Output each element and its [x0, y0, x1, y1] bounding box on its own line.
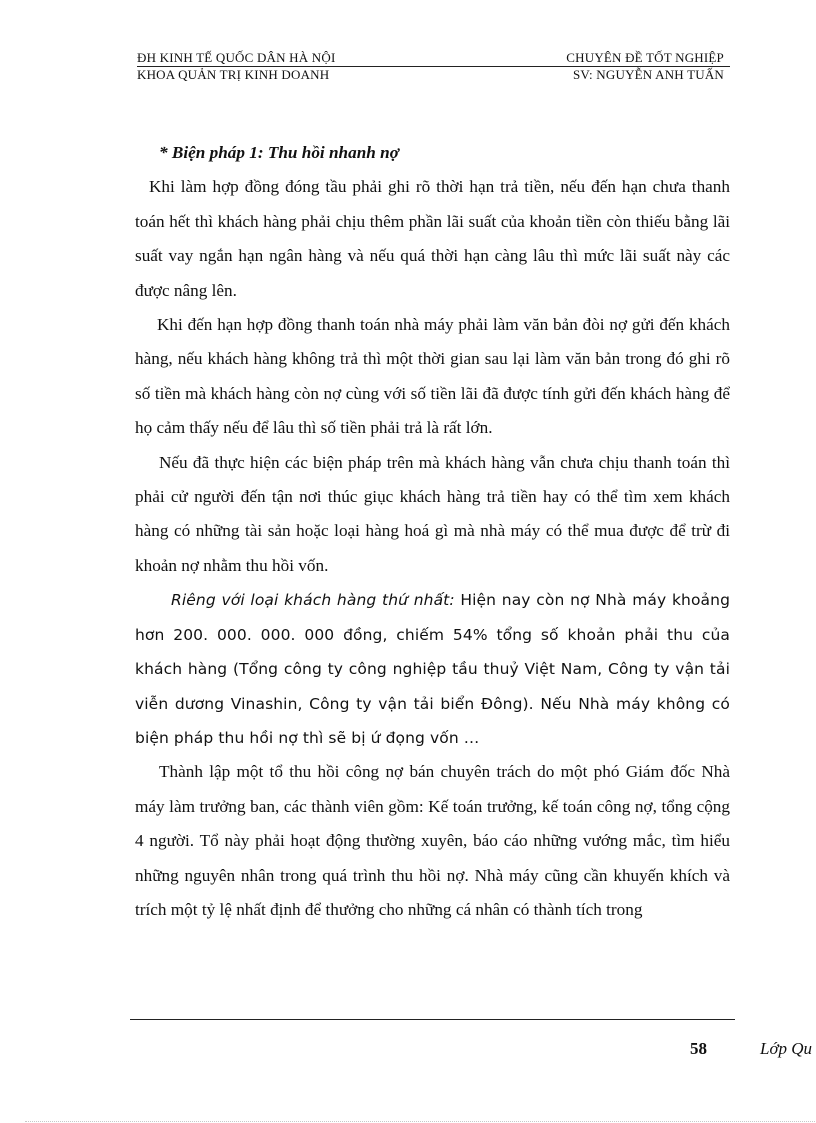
page-body	[135, 136, 730, 927]
paragraph-5: Thành lập một tổ thu hồi công nợ bán chuyên trách do một phó Giám đốc Nhà máy làm trưởng ban, các thành viên gồm: Kế toán trưởng, kế toán công nợ, tổng cộng 4 người. Tổ này phải hoạt động thường xuyên, báo cáo những vướng mắc, tìm hiểu những nguyên nhân trong quá trình thu hồi nợ. Nhà máy cũng cần khuyến khích và trích một tỷ lệ nhất định để thưởng cho những cá nhân có thành tích trong	[135, 762, 730, 919]
header-row-bottom	[137, 67, 730, 83]
faculty-name: KHOA QUẢN TRỊ KINH DOANH	[137, 67, 330, 82]
footer-divider	[130, 1019, 735, 1020]
paragraph-1: Khi làm hợp đồng đóng tầu phải ghi rõ thời hạn trả tiền, nếu đến hạn chưa thanh toán hết thì khách hàng phải chịu thêm phần lãi suất của khoản tiền còn thiếu bằng lãi suất vay ngắn hạn ngân hàng và nếu quá thời hạn càng lâu thì mức lãi suất này các được nâng lên.	[135, 177, 730, 300]
student-name: SV: NGUYỄN ANH TUẤN	[572, 67, 724, 82]
paragraph-4	[135, 583, 730, 755]
paragraph-4-body: Hiện nay còn nợ Nhà máy khoảng hơn 200. 000. 000. 000 đồng, chiếm 54% tổng số khoản phải thu của khách hàng (Tổng công ty công nghiệp tầu thuỷ Việt Nam, Công ty vận tải viễn dương Vinashin, Công ty vận tải biển Đông). Nếu Nhà máy không có biện pháp thu hồi nợ thì sẽ bị ứ đọng vốn …	[135, 591, 731, 747]
university-name: ĐH KINH TẾ QUỐC DÂN HÀ NỘI	[137, 50, 336, 65]
paragraph-2: Khi đến hạn hợp đồng thanh toán nhà máy phải làm văn bản đòi nợ gửi đến khách hàng, nếu khách hàng không trả thì một thời gian sau lại làm văn bản trong đó ghi rõ số tiền mà khách hàng còn nợ cùng với số tiền lãi đã được tính gửi đến khách hàng để họ cảm thấy nếu để lâu thì số tiền phải trả là rất lớn.	[135, 315, 730, 438]
paragraph-3: Nếu đã thực hiện các biện pháp trên mà khách hàng vẫn chưa chịu thanh toán thì phải cử người đến tận nơi thúc giục khách hàng trả tiền hay có thể tìm xem khách hàng có những tài sản hoặc loại hàng hoá gì mà nhà máy có thể mua được để trừ đi khoản nợ nhằm thu hồi vốn.	[135, 452, 730, 575]
section-heading: * Biện pháp 1: Thu hồi nhanh nợ	[159, 143, 399, 162]
page-number: 58	[690, 1039, 707, 1058]
footer-class-label: Lớp Qu	[760, 1039, 813, 1058]
document-type: CHUYÊN ĐỀ TỐT NGHIỆP	[566, 50, 724, 65]
page-edge-dotted-line	[25, 1121, 815, 1122]
header-row-top	[137, 50, 730, 67]
page-header	[137, 50, 730, 83]
paragraph-4-lead: Riêng với loại khách hàng thứ nhất:	[171, 591, 455, 610]
